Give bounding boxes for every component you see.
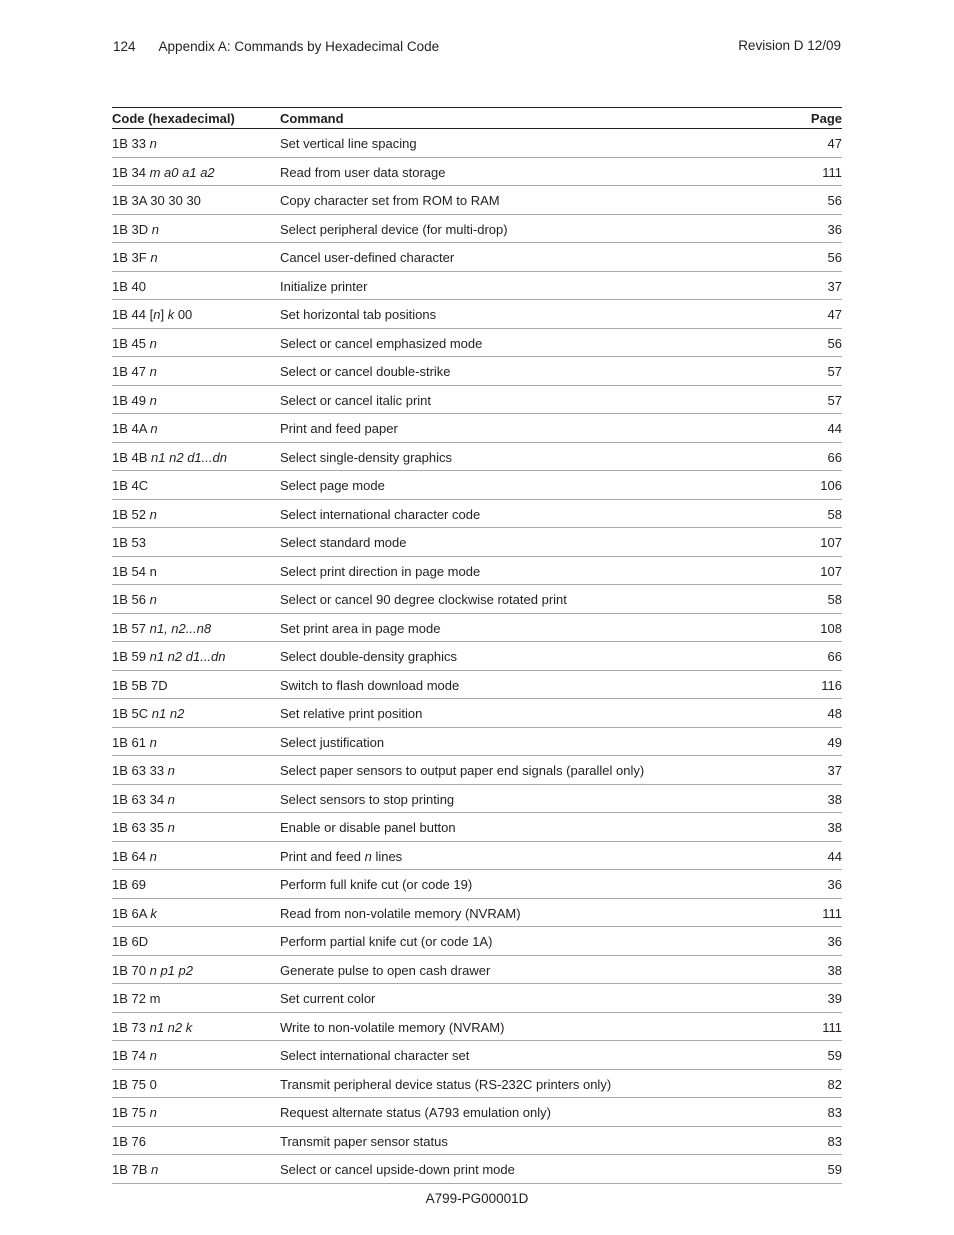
table-row — [112, 1155, 842, 1184]
cell-command — [280, 813, 782, 842]
table-row — [112, 499, 842, 528]
code-hex: 1B 4B — [112, 449, 148, 465]
code-argument: m a0 a1 a2 — [149, 164, 215, 180]
table-row — [112, 129, 842, 158]
cell-code — [112, 756, 280, 785]
command-text: Print and feed — [280, 848, 361, 864]
command-text: Select or cancel double-strike — [280, 364, 451, 380]
code-argument: n — [149, 335, 157, 351]
cell-page: 38 — [782, 955, 842, 984]
cell-command — [280, 129, 782, 158]
code-argument: n — [149, 848, 157, 864]
cell-code — [112, 442, 280, 471]
code-argument: n — [149, 506, 157, 522]
code-hex: 1B 63 35 — [112, 820, 165, 836]
command-text: Read from user data storage — [280, 164, 446, 180]
command-text: Perform partial knife cut (or code 1A) — [280, 934, 493, 950]
cell-page: 58 — [782, 499, 842, 528]
table-row — [112, 414, 842, 443]
cell-command — [280, 984, 782, 1013]
cell-command — [280, 642, 782, 671]
code-hex: 1B 57 — [112, 620, 146, 636]
code-hex: 1B 3F — [112, 250, 147, 266]
cell-code — [112, 328, 280, 357]
code-argument: n — [167, 820, 175, 836]
cell-code — [112, 813, 280, 842]
code-hex: 1B 61 — [112, 734, 146, 750]
cell-code — [112, 157, 280, 186]
command-text: Select or cancel upside-down print mode — [280, 1162, 515, 1178]
cell-command — [280, 186, 782, 215]
cell-command — [280, 870, 782, 899]
cell-code — [112, 1155, 280, 1184]
command-text: Generate pulse to open cash drawer — [280, 962, 491, 978]
cell-page: 44 — [782, 414, 842, 443]
command-text: Cancel user-defined character — [280, 250, 455, 266]
table-row — [112, 670, 842, 699]
cell-code — [112, 670, 280, 699]
code-argument: n1 n2 d1...dn — [151, 449, 227, 465]
code-argument: n — [150, 250, 158, 266]
cell-command — [280, 471, 782, 500]
table-row — [112, 1012, 842, 1041]
command-text: Enable or disable panel button — [280, 820, 456, 836]
cell-code — [112, 955, 280, 984]
code-argument: n — [149, 734, 157, 750]
cell-page: 37 — [782, 271, 842, 300]
cell-code — [112, 898, 280, 927]
cell-code — [112, 1098, 280, 1127]
code-hex: 1B 34 — [112, 164, 146, 180]
table-row — [112, 841, 842, 870]
cell-page: 47 — [782, 129, 842, 158]
code-hex: 1B 70 — [112, 962, 146, 978]
cell-command — [280, 841, 782, 870]
command-text: Set current color — [280, 991, 376, 1007]
code-hex: 1B 63 34 — [112, 791, 165, 807]
code-argument: n1 n2 d1...dn — [149, 649, 226, 665]
code-argument: n — [149, 1105, 157, 1121]
table-body — [112, 129, 842, 1184]
code-hex: ] — [160, 307, 165, 323]
cell-command — [280, 585, 782, 614]
cell-code — [112, 556, 280, 585]
command-text: Select international character set — [280, 1048, 470, 1064]
cell-code — [112, 585, 280, 614]
cell-command — [280, 613, 782, 642]
table-row — [112, 613, 842, 642]
table-row — [112, 642, 842, 671]
table-header-row — [112, 108, 842, 129]
cell-page: 116 — [782, 670, 842, 699]
cell-page: 107 — [782, 528, 842, 557]
code-argument: n — [149, 592, 157, 608]
code-argument: n — [167, 763, 175, 779]
cell-command — [280, 927, 782, 956]
table-row — [112, 300, 842, 329]
cell-command — [280, 727, 782, 756]
code-argument: n — [153, 307, 161, 323]
command-text: Perform full knife cut (or code 19) — [280, 877, 473, 893]
cell-page: 44 — [782, 841, 842, 870]
cell-code — [112, 699, 280, 728]
cell-command — [280, 157, 782, 186]
code-hex: 1B 4C — [112, 478, 149, 494]
code-hex: 1B 69 — [112, 877, 146, 893]
code-argument: n1, n2...n8 — [149, 620, 212, 636]
cell-page: 66 — [782, 642, 842, 671]
cell-code — [112, 1126, 280, 1155]
table-row — [112, 328, 842, 357]
command-text: Set vertical line spacing — [280, 136, 417, 152]
column-header-code: Code (hexadecimal) — [112, 110, 235, 126]
cell-command — [280, 1069, 782, 1098]
cell-code — [112, 414, 280, 443]
cell-command — [280, 1155, 782, 1184]
code-hex: 1B 33 — [112, 136, 146, 152]
cell-command — [280, 414, 782, 443]
document-id: A799-PG00001D — [425, 1191, 529, 1206]
cell-page: 36 — [782, 214, 842, 243]
code-hex: 1B 73 — [112, 1019, 146, 1035]
code-hex: 1B 3A 30 30 30 — [112, 193, 201, 209]
section-title: Appendix A: Commands by Hexadecimal Code — [158, 39, 440, 54]
cell-code — [112, 1041, 280, 1070]
command-text: Request alternate status (A793 emulation only) — [280, 1105, 551, 1121]
command-suffix: lines — [375, 848, 403, 864]
cell-page: 108 — [782, 613, 842, 642]
cell-page: 106 — [782, 471, 842, 500]
table-row — [112, 357, 842, 386]
code-hex: 1B 6D — [112, 934, 149, 950]
cell-code — [112, 1012, 280, 1041]
command-text: Select or cancel 90 degree clockwise rotated print — [280, 592, 567, 608]
cell-command — [280, 1126, 782, 1155]
command-text: Switch to flash download mode — [280, 677, 460, 693]
table-row — [112, 471, 842, 500]
code-hex: 1B 6A — [112, 905, 147, 921]
code-hex: 1B 74 — [112, 1048, 146, 1064]
code-argument: k — [150, 905, 157, 921]
table-row — [112, 1069, 842, 1098]
cell-page: 49 — [782, 727, 842, 756]
page-number: 124 — [113, 39, 136, 54]
command-text: Select page mode — [280, 478, 385, 494]
code-argument: n p1 p2 — [149, 962, 193, 978]
cell-page: 56 — [782, 328, 842, 357]
cell-code — [112, 471, 280, 500]
cell-page: 57 — [782, 357, 842, 386]
column-header-page: Page — [810, 110, 842, 126]
cell-page: 57 — [782, 385, 842, 414]
cell-code — [112, 984, 280, 1013]
table-row — [112, 214, 842, 243]
cell-page: 48 — [782, 699, 842, 728]
code-hex: 1B 63 33 — [112, 763, 165, 779]
command-text: Copy character set from ROM to RAM — [280, 193, 500, 209]
cell-command — [280, 328, 782, 357]
code-hex: 1B 59 — [112, 649, 146, 665]
cell-page: 37 — [782, 756, 842, 785]
code-hex: 1B 4A — [112, 421, 147, 437]
cell-command — [280, 300, 782, 329]
code-argument: n — [151, 221, 159, 237]
cell-code — [112, 528, 280, 557]
cell-code — [112, 385, 280, 414]
code-hex: 1B 5B 7D — [112, 677, 168, 693]
command-text: Initialize printer — [280, 278, 368, 294]
table-row — [112, 784, 842, 813]
code-argument: n — [151, 1162, 159, 1178]
commands-table — [112, 107, 842, 1184]
cell-page: 38 — [782, 784, 842, 813]
command-text: Select single-density graphics — [280, 449, 452, 465]
code-argument: n — [149, 364, 157, 380]
table-row — [112, 1041, 842, 1070]
code-argument: k — [167, 307, 175, 323]
cell-code — [112, 870, 280, 899]
table-row — [112, 955, 842, 984]
cell-code — [112, 784, 280, 813]
code-hex: 1B 5C — [112, 706, 149, 722]
command-text: Transmit peripheral device status (RS-232C printers only) — [280, 1076, 612, 1092]
table-row — [112, 927, 842, 956]
cell-code — [112, 499, 280, 528]
cell-command — [280, 955, 782, 984]
cell-page: 56 — [782, 186, 842, 215]
cell-command — [280, 1012, 782, 1041]
cell-code — [112, 727, 280, 756]
table-row — [112, 727, 842, 756]
table-row — [112, 1098, 842, 1127]
table-row — [112, 528, 842, 557]
command-text: Select print direction in page mode — [280, 563, 481, 579]
cell-command — [280, 357, 782, 386]
cell-page: 83 — [782, 1098, 842, 1127]
cell-code — [112, 841, 280, 870]
command-text: Select international character code — [280, 506, 481, 522]
table-row — [112, 1126, 842, 1155]
cell-page: 47 — [782, 300, 842, 329]
cell-command — [280, 243, 782, 272]
cell-page: 59 — [782, 1041, 842, 1070]
command-text: Read from non-volatile memory (NVRAM) — [280, 905, 521, 921]
cell-command — [280, 1098, 782, 1127]
code-hex: 1B 76 — [112, 1133, 146, 1149]
command-text: Set horizontal tab positions — [280, 307, 437, 323]
code-hex: 1B 75 — [112, 1105, 146, 1121]
cell-page: 58 — [782, 585, 842, 614]
cell-command — [280, 756, 782, 785]
command-text: Transmit paper sensor status — [280, 1133, 448, 1149]
cell-command — [280, 898, 782, 927]
revision-label: Revision D 12/09 — [738, 38, 841, 53]
cell-page: 111 — [782, 1012, 842, 1041]
command-text: Write to non-volatile memory (NVRAM) — [280, 1019, 505, 1035]
cell-code — [112, 186, 280, 215]
command-text: Print and feed paper — [280, 421, 398, 437]
table-row — [112, 243, 842, 272]
code-hex: 1B 45 — [112, 335, 146, 351]
table-row — [112, 556, 842, 585]
cell-page: 83 — [782, 1126, 842, 1155]
code-argument: n — [150, 421, 158, 437]
code-argument: n — [149, 1048, 157, 1064]
cell-command — [280, 214, 782, 243]
command-text: Set print area in page mode — [280, 620, 441, 636]
command-text: Select or cancel italic print — [280, 392, 432, 408]
cell-command — [280, 442, 782, 471]
command-argument: n — [364, 848, 372, 864]
table-row — [112, 585, 842, 614]
code-hex: 1B 52 — [112, 506, 146, 522]
table-row — [112, 271, 842, 300]
command-text: Select sensors to stop printing — [280, 791, 455, 807]
cell-command — [280, 385, 782, 414]
code-hex: 1B 56 — [112, 592, 146, 608]
table-row — [112, 870, 842, 899]
cell-command — [280, 1041, 782, 1070]
cell-code — [112, 642, 280, 671]
cell-command — [280, 699, 782, 728]
cell-command — [280, 271, 782, 300]
code-hex: 1B 40 — [112, 278, 146, 294]
cell-code — [112, 357, 280, 386]
command-text: Select standard mode — [280, 535, 407, 551]
code-hex: 1B 7B — [112, 1162, 148, 1178]
cell-command — [280, 556, 782, 585]
cell-code — [112, 129, 280, 158]
cell-command — [280, 784, 782, 813]
table-row — [112, 442, 842, 471]
code-argument: n — [149, 392, 157, 408]
cell-page: 111 — [782, 898, 842, 927]
table-row — [112, 813, 842, 842]
cell-command — [280, 670, 782, 699]
cell-page: 66 — [782, 442, 842, 471]
table-row — [112, 984, 842, 1013]
table-row — [112, 385, 842, 414]
code-hex: 1B 72 m — [112, 991, 161, 1007]
cell-code — [112, 243, 280, 272]
code-hex: 1B 49 — [112, 392, 146, 408]
cell-page: 36 — [782, 870, 842, 899]
page-header — [113, 39, 439, 54]
code-hex: 1B 44 [ — [112, 307, 154, 323]
command-text: Set relative print position — [280, 706, 423, 722]
table-row — [112, 157, 842, 186]
cell-code — [112, 300, 280, 329]
cell-command — [280, 499, 782, 528]
table-row — [112, 756, 842, 785]
code-hex: 1B 64 — [112, 848, 146, 864]
cell-page: 59 — [782, 1155, 842, 1184]
code-argument: n — [167, 791, 175, 807]
cell-page: 36 — [782, 927, 842, 956]
cell-code — [112, 271, 280, 300]
code-hex: 1B 3D — [112, 221, 149, 237]
cell-code — [112, 613, 280, 642]
cell-code — [112, 214, 280, 243]
command-text: Select peripheral device (for multi-drop) — [280, 221, 508, 237]
code-hex: 1B 54 n — [112, 563, 157, 579]
code-hex: 00 — [177, 307, 193, 323]
cell-page: 111 — [782, 157, 842, 186]
column-header-command: Command — [280, 110, 344, 126]
command-text: Select or cancel emphasized mode — [280, 335, 483, 351]
code-argument: n1 n2 k — [149, 1019, 193, 1035]
table-row — [112, 186, 842, 215]
table-row — [112, 699, 842, 728]
code-hex: 1B 75 0 — [112, 1076, 157, 1092]
code-hex: 1B 47 — [112, 364, 146, 380]
cell-code — [112, 927, 280, 956]
cell-page: 82 — [782, 1069, 842, 1098]
cell-code — [112, 1069, 280, 1098]
table-row — [112, 898, 842, 927]
command-text: Select paper sensors to output paper end signals (parallel only) — [280, 763, 645, 779]
cell-page: 56 — [782, 243, 842, 272]
cell-page: 107 — [782, 556, 842, 585]
cell-command — [280, 528, 782, 557]
code-argument: n1 n2 — [151, 706, 185, 722]
command-text: Select double-density graphics — [280, 649, 458, 665]
code-hex: 1B 53 — [112, 535, 146, 551]
code-argument: n — [149, 136, 157, 152]
cell-page: 39 — [782, 984, 842, 1013]
command-text: Select justification — [280, 734, 385, 750]
cell-page: 38 — [782, 813, 842, 842]
